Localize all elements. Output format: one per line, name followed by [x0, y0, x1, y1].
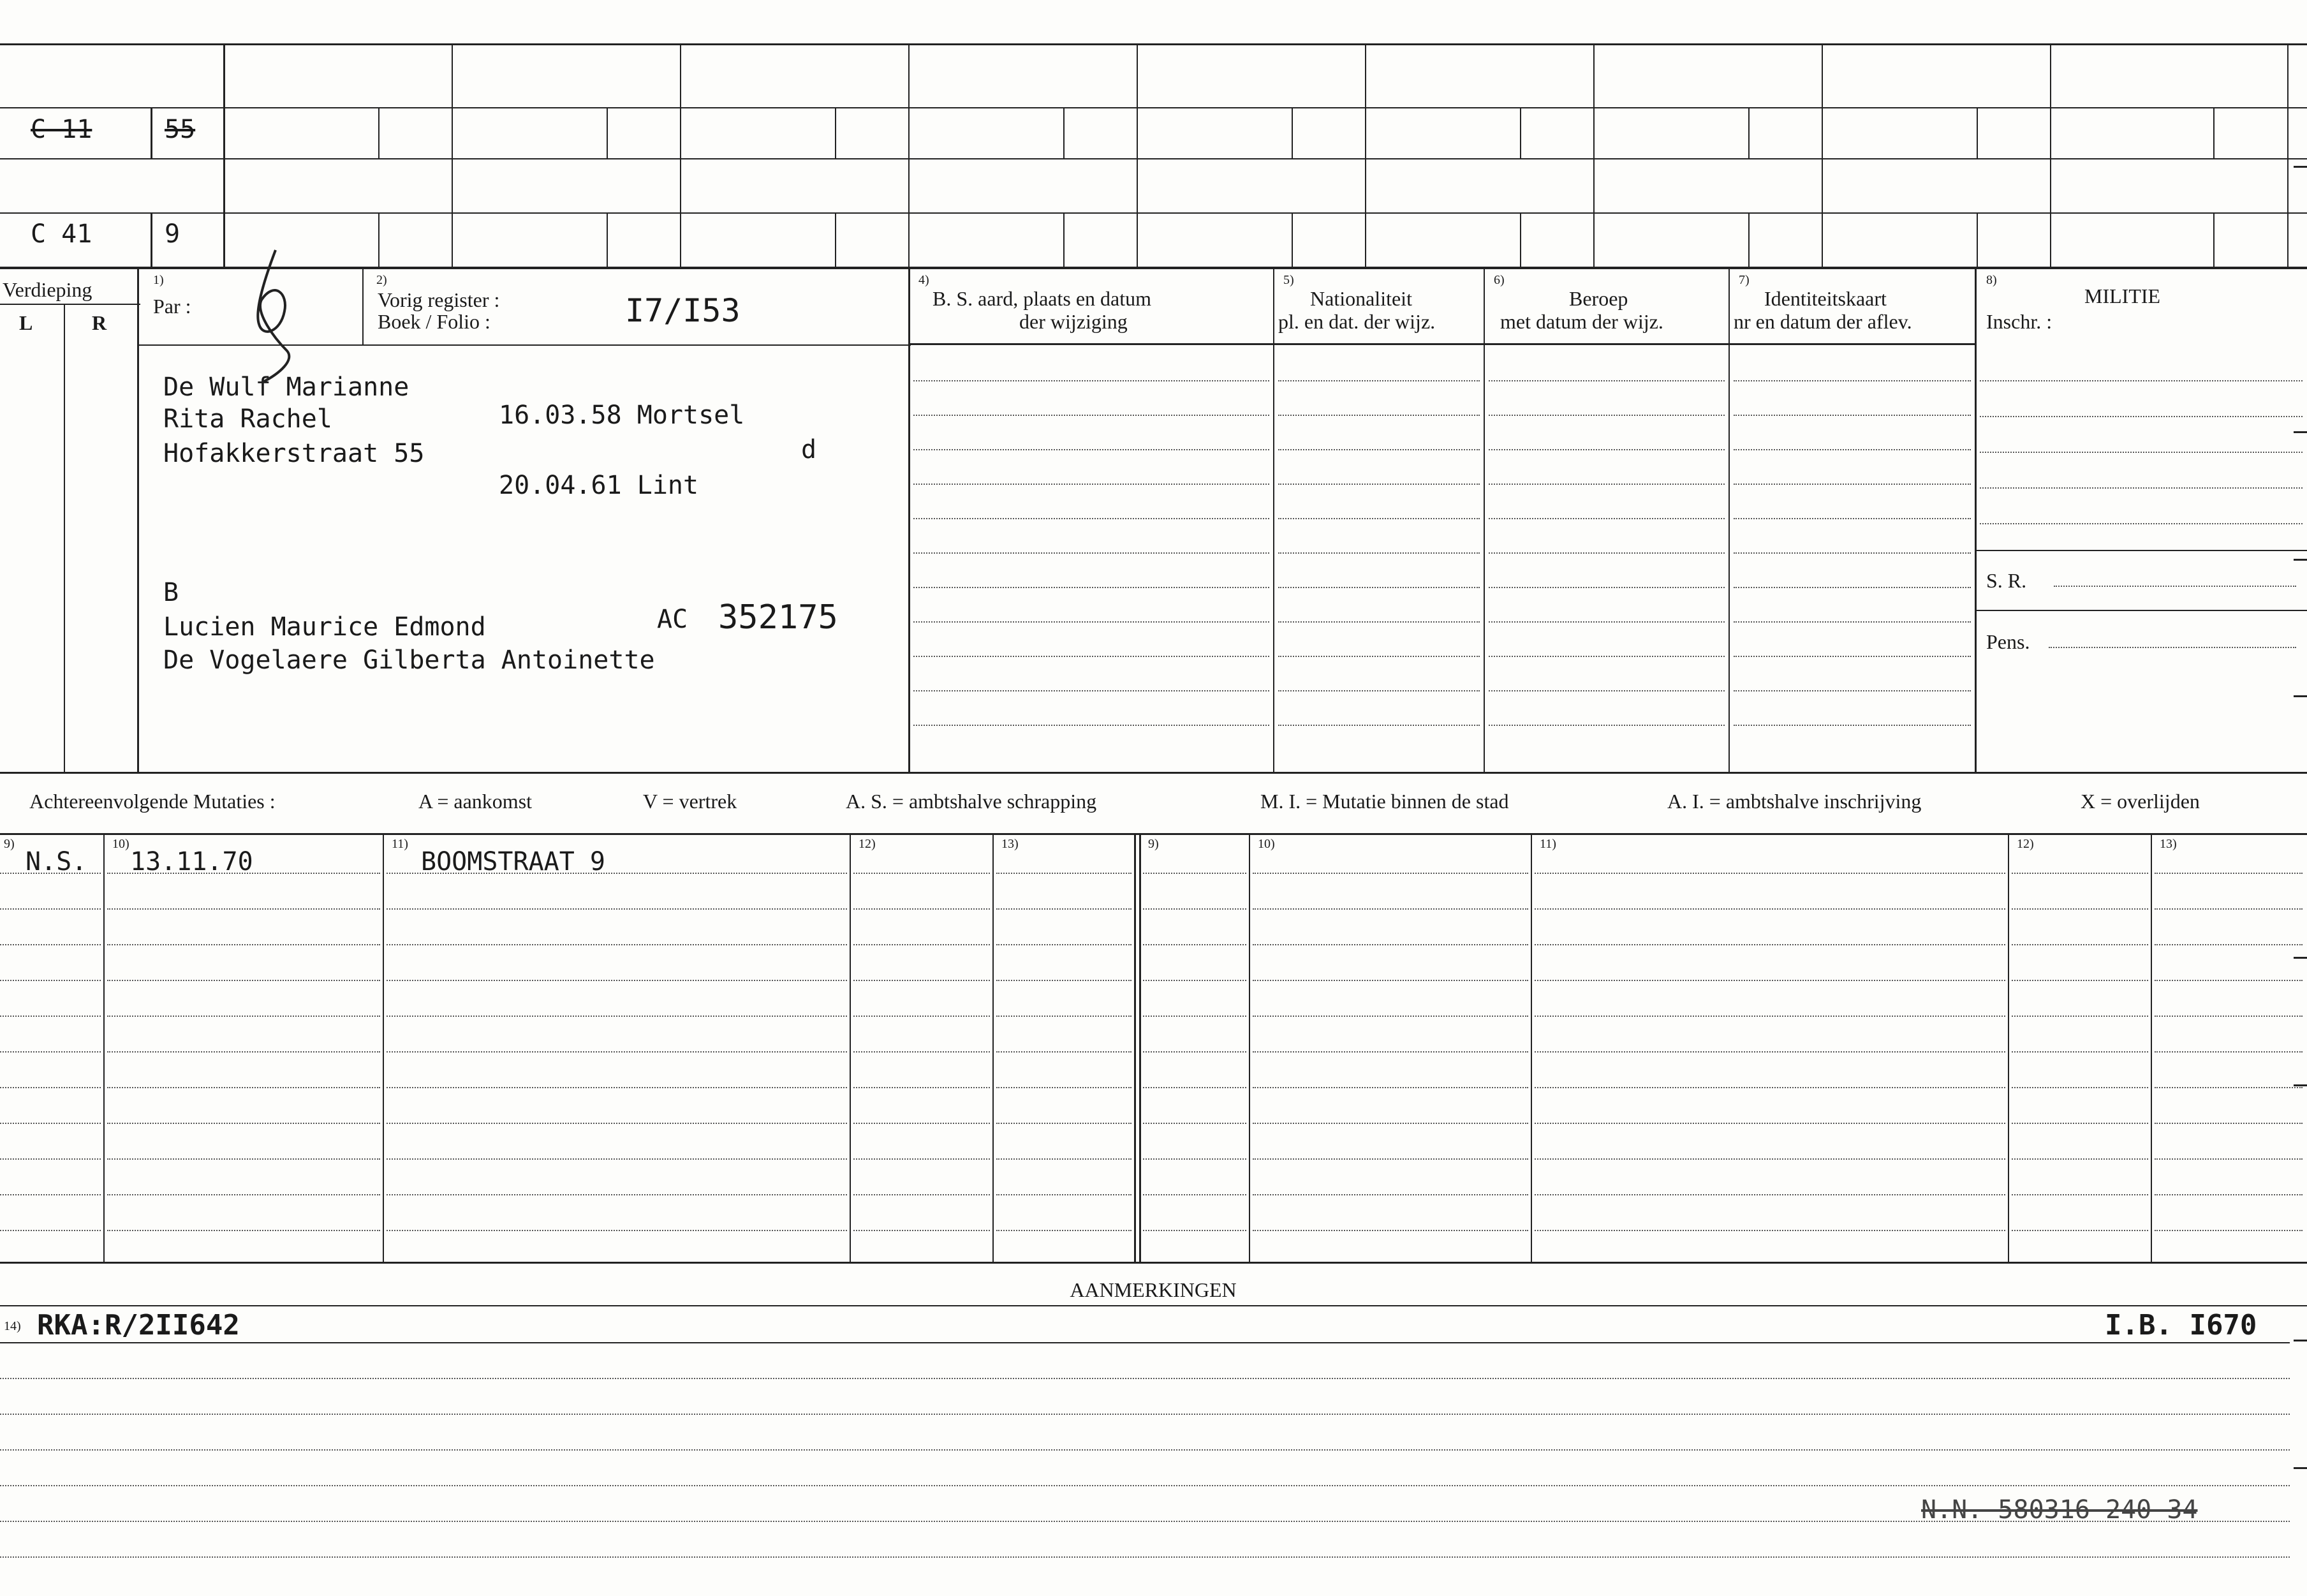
ruled-line [0, 1194, 101, 1195]
current-code: C 41 [31, 219, 92, 249]
mutation-col13b: 13) [2160, 837, 2177, 851]
ruled-line [996, 980, 1131, 981]
legend-official-registration: A. I. = ambtshalve inschrijving [1667, 790, 1922, 813]
ruled-line [1734, 725, 1971, 726]
ruled-line [2012, 944, 2148, 945]
ruled-line [1489, 690, 1725, 691]
ruled-line [1734, 552, 1971, 554]
ruled-line [1734, 518, 1971, 519]
civil-status-header-line2: der wijziging [1019, 310, 1128, 333]
ruled-line [2155, 1123, 2303, 1124]
ruled-line [1253, 908, 1528, 910]
col8-number: 8) [1986, 273, 1997, 287]
nationality-header-line2: pl. en dat. der wijz. [1278, 310, 1436, 333]
ruled-line [1143, 1194, 1246, 1195]
ruled-line [0, 1230, 101, 1231]
ruled-line [1734, 587, 1971, 588]
ruled-line [853, 1087, 990, 1088]
ruled-line [853, 1230, 990, 1231]
ruled-line [913, 449, 1269, 450]
ruled-line [913, 552, 1269, 554]
id-card-header-line1: Identiteitskaart [1764, 287, 1887, 310]
ruled-line [387, 980, 847, 981]
ruled-line [387, 1016, 847, 1017]
ruled-line [1535, 873, 2005, 874]
ruled-line [2012, 980, 2148, 981]
ruled-line [107, 1158, 380, 1160]
ruled-line [1489, 449, 1725, 450]
ruled-line [996, 1230, 1131, 1231]
ruled-line [387, 1051, 847, 1053]
ruled-line [2012, 1158, 2148, 1160]
ruled-line [387, 1230, 847, 1231]
ruled-line [0, 944, 101, 945]
col4-number: 4) [918, 273, 929, 287]
mother-name: De Vogelaere Gilberta Antoinette [163, 646, 655, 675]
ruled-line [1278, 380, 1480, 381]
ruled-line [2012, 1051, 2148, 1053]
mark-b: B [163, 578, 179, 607]
ruled-line [1278, 656, 1480, 657]
militia-header: MILITIE [2084, 284, 2161, 307]
ruled-line [2012, 1016, 2148, 1017]
id-card-header-line2: nr en datum der aflev. [1734, 310, 1912, 333]
profession-header-line1: Beroep [1569, 287, 1628, 310]
ruled-line [1143, 908, 1246, 910]
ruled-line [2155, 1158, 2303, 1160]
ruled-line [0, 908, 101, 910]
ruled-line [1489, 552, 1725, 554]
ruled-line [1278, 415, 1480, 416]
ruled-line [2155, 1051, 2303, 1053]
ruled-line [1980, 487, 2303, 489]
ruled-line [2012, 1194, 2148, 1195]
ruled-line [1253, 1051, 1528, 1053]
ruled-line [1143, 1087, 1246, 1088]
person-name-line2: Rita Rachel [163, 404, 332, 434]
floor-header: Verdieping [3, 278, 92, 301]
legend-internal-move: M. I. = Mutatie binnen de stad [1260, 790, 1509, 813]
ruled-line [0, 1158, 101, 1160]
father-name: Lucien Maurice Edmond [163, 612, 486, 642]
col2-number: 2) [376, 273, 387, 287]
ruled-line [107, 1123, 380, 1124]
ruled-line [1535, 1016, 2005, 1017]
ruled-line [913, 518, 1269, 519]
ruled-line [913, 484, 1269, 485]
ruled-line [107, 1087, 380, 1088]
ruled-line [1278, 725, 1480, 726]
ruled-line [1143, 873, 1246, 874]
ruled-line [1734, 380, 1971, 381]
ruled-line [1253, 980, 1528, 981]
ruled-line [1278, 587, 1480, 588]
ruled-line [0, 1087, 101, 1088]
ruled-line [387, 1194, 847, 1195]
id-number: 352175 [718, 598, 838, 637]
civil-status-header-line1: B. S. aard, plaats en datum [932, 287, 1152, 310]
ruled-line [387, 1123, 847, 1124]
ruled-line [107, 1194, 380, 1195]
ruled-line [0, 1051, 101, 1053]
legend-departure: V = vertrek [643, 790, 737, 813]
ruled-line [853, 1051, 990, 1053]
ruled-line [996, 1158, 1131, 1160]
mutation-col10b: 10) [1258, 837, 1275, 851]
pens-label: Pens. [1986, 630, 2030, 653]
ruled-line [387, 908, 847, 910]
ruled-line [1489, 484, 1725, 485]
remarks-title: AANMERKINGEN [1070, 1278, 1237, 1301]
ruled-line [1535, 1051, 2005, 1053]
sr-label: S. R. [1986, 569, 2027, 592]
ruled-line [1143, 1016, 1246, 1017]
ruled-line [1278, 449, 1480, 450]
ruled-line [0, 1378, 2290, 1379]
legend-official-removal: A. S. = ambtshalve schrapping [846, 790, 1097, 813]
ruled-line [0, 1414, 2290, 1415]
ruled-line [2155, 873, 2303, 874]
ruled-line [996, 873, 1131, 874]
ruled-line [1278, 621, 1480, 623]
ruled-line [1535, 1194, 2005, 1195]
ruled-line [853, 908, 990, 910]
profession-header-line2: met datum der wijz. [1500, 310, 1663, 333]
ruled-line [1535, 908, 2005, 910]
ruled-line [387, 1158, 847, 1160]
ruled-line [1489, 656, 1725, 657]
col7-number: 7) [1739, 273, 1750, 287]
ruled-line [1734, 656, 1971, 657]
rka-reference: RKA:R/2II642 [37, 1309, 240, 1341]
ruled-line [1253, 1087, 1528, 1088]
ruled-line [913, 621, 1269, 623]
ruled-line [2012, 1123, 2148, 1124]
mutation-type: N.S. [26, 847, 87, 876]
ruled-line [996, 1123, 1131, 1124]
previous-code: C 11 [31, 115, 92, 144]
ruled-line [853, 1194, 990, 1195]
ruled-line [1489, 415, 1725, 416]
ruled-line [1143, 1051, 1246, 1053]
id-prefix: AC [657, 605, 688, 634]
par-label: Par : [153, 295, 191, 318]
ruled-line [2012, 1087, 2148, 1088]
previous-register-label: Vorig register : [378, 288, 500, 311]
second-date-place: 20.04.61 Lint [499, 471, 699, 500]
ruled-line [1980, 523, 2303, 524]
ruled-line [1535, 980, 2005, 981]
ruled-line [1489, 380, 1725, 381]
ruled-line [1278, 552, 1480, 554]
ruled-line [0, 1485, 2290, 1486]
ruled-line [107, 1230, 380, 1231]
ruled-line [107, 1051, 380, 1053]
mutation-col10: 10) [112, 837, 129, 851]
ruled-line [107, 944, 380, 945]
birth-date-place: 16.03.58 Mortsel [499, 401, 745, 430]
floor-right-header: R [92, 311, 107, 334]
ruled-line [1734, 449, 1971, 450]
ruled-line [387, 1087, 847, 1088]
ruled-line [1278, 518, 1480, 519]
ruled-line [2155, 908, 2303, 910]
ruled-line [1535, 1158, 2005, 1160]
book-folio-value: I7/I53 [625, 292, 741, 329]
ruled-line [1535, 944, 2005, 945]
mutation-col12b: 12) [2017, 837, 2034, 851]
mutation-address: BOOMSTRAAT 9 [421, 847, 605, 876]
ruled-line [1489, 725, 1725, 726]
col6-number: 6) [1494, 273, 1505, 287]
mutation-col12: 12) [859, 837, 876, 851]
ruled-line [0, 1556, 2290, 1558]
ruled-line [913, 415, 1269, 416]
ruled-line [2155, 1016, 2303, 1017]
ruled-line [996, 1051, 1131, 1053]
ruled-line [1980, 416, 2303, 417]
ruled-line [1143, 944, 1246, 945]
ib-reference: I.B. I670 [2105, 1309, 2257, 1341]
ruled-line [1143, 1158, 1246, 1160]
ruled-line [2012, 873, 2148, 874]
ruled-line [913, 690, 1269, 691]
ruled-line [2155, 980, 2303, 981]
mutations-legend-intro: Achtereenvolgende Mutaties : [29, 790, 276, 813]
ruled-line [2012, 908, 2148, 910]
ruled-line [1253, 873, 1528, 874]
ruled-line [107, 908, 380, 910]
national-number: N.N. 580316 240 34 [1921, 1495, 2198, 1525]
mutation-date: 13.11.70 [130, 847, 253, 876]
ruled-line [2012, 1230, 2148, 1231]
ruled-line [0, 1016, 101, 1017]
person-name-line1: De Wulf Marianne [163, 373, 409, 402]
handwritten-mark-icon [236, 242, 325, 389]
ruled-line [996, 908, 1131, 910]
ruled-line [1734, 690, 1971, 691]
mutation-col11b: 11) [1540, 837, 1556, 851]
floor-left-header: L [19, 311, 33, 334]
ruled-line [2155, 1194, 2303, 1195]
ruled-line [913, 380, 1269, 381]
ruled-line [1143, 1230, 1246, 1231]
ruled-line [0, 980, 101, 981]
col5-number: 5) [1283, 273, 1294, 287]
ruled-line [853, 1123, 990, 1124]
ruled-line [1535, 1230, 2005, 1231]
ruled-line [1253, 1230, 1528, 1231]
ruled-line [913, 725, 1269, 726]
mark-d: d [801, 435, 817, 464]
ruled-line [2155, 944, 2303, 945]
ruled-line [1489, 621, 1725, 623]
ruled-line [387, 944, 847, 945]
remarks-number: 14) [4, 1319, 21, 1333]
book-folio-label: Boek / Folio : [378, 310, 490, 333]
ruled-line [853, 944, 990, 945]
ruled-line [1489, 587, 1725, 588]
ruled-line [1253, 1016, 1528, 1017]
ruled-line [913, 587, 1269, 588]
ruled-line [853, 980, 990, 981]
ruled-line [1143, 980, 1246, 981]
ruled-line [996, 1194, 1131, 1195]
legend-death: X = overlijden [2081, 790, 2200, 813]
mutation-col11: 11) [392, 837, 408, 851]
ruled-line [2155, 1230, 2303, 1231]
ruled-line [1143, 1123, 1246, 1124]
nationality-header-line1: Nationaliteit [1310, 287, 1412, 310]
previous-number: 55 [165, 115, 196, 144]
ruled-line [1734, 415, 1971, 416]
ruled-line [1489, 518, 1725, 519]
mutation-col9: 9) [4, 837, 15, 851]
inschr-label: Inschr. : [1986, 310, 2053, 333]
street-address: Hofakkerstraat 55 [163, 439, 425, 468]
ruled-line [1253, 1158, 1528, 1160]
ruled-line [1253, 1123, 1528, 1124]
col1-number: 1) [153, 273, 164, 287]
legend-arrival: A = aankomst [418, 790, 533, 813]
ruled-line [996, 944, 1131, 945]
ruled-line [913, 656, 1269, 657]
ruled-line [1535, 1087, 2005, 1088]
ruled-line [107, 1016, 380, 1017]
ruled-line [2155, 1087, 2303, 1088]
ruled-line [853, 1158, 990, 1160]
ruled-line [1980, 380, 2303, 381]
ruled-line [853, 1016, 990, 1017]
ruled-line [1734, 621, 1971, 623]
ruled-line [0, 1123, 101, 1124]
ruled-line [1278, 484, 1480, 485]
mutation-col9b: 9) [1148, 837, 1159, 851]
ruled-line [0, 1449, 2290, 1451]
current-number: 9 [165, 219, 181, 249]
mutation-col13: 13) [1001, 837, 1019, 851]
ruled-line [1535, 1123, 2005, 1124]
ruled-line [107, 980, 380, 981]
ruled-line [1253, 1194, 1528, 1195]
ruled-line [996, 1016, 1131, 1017]
ruled-line [853, 873, 990, 874]
ruled-line [1253, 944, 1528, 945]
ruled-line [1980, 452, 2303, 453]
ruled-line [1278, 690, 1480, 691]
ruled-line [1734, 484, 1971, 485]
ruled-line [996, 1087, 1131, 1088]
